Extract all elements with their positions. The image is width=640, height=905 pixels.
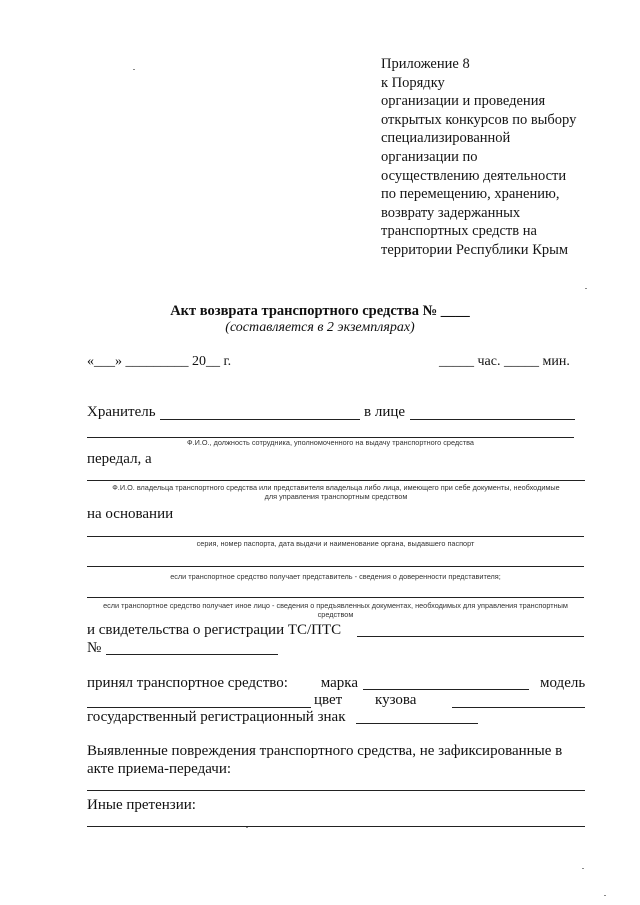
scan-speck	[246, 827, 248, 828]
appendix-line: открытых конкурсов по выбору	[381, 111, 577, 128]
appendix-line: территории Республики Крым	[381, 241, 569, 258]
appendix-line: Приложение 8	[381, 56, 470, 72]
proxy-blank[interactable]	[87, 566, 584, 567]
damage-text-1	[87, 743, 585, 760]
owner-hint-2: для управления транспортным средством	[264, 492, 408, 501]
body-label: кузова	[375, 692, 417, 708]
keeper-blank[interactable]	[160, 419, 360, 420]
claims-blank[interactable]	[87, 826, 585, 827]
basis-label: на основании	[87, 506, 174, 522]
appendix-line: возврату задержанных	[381, 204, 521, 221]
appendix-line: транспортных средств на	[381, 223, 537, 240]
appendix-line: организации и проведения	[381, 93, 546, 110]
model-blank[interactable]	[87, 707, 311, 708]
damage-line-2: акте приема-передачи:	[87, 761, 232, 777]
color-label: цвет	[314, 692, 343, 708]
time-field: _____ час. _____ мин.	[439, 354, 570, 369]
damage-line-1: Выявленные повреждения транспортного средства, не зафиксированные в	[87, 743, 563, 759]
in-person-label: в лице	[364, 404, 406, 420]
brand-label: марка	[320, 675, 358, 691]
model-label: модель	[540, 675, 586, 691]
registration-blank[interactable]	[357, 636, 584, 637]
document-title: Акт возврата транспортного средства № ____	[170, 303, 470, 319]
accepted-label	[87, 675, 358, 692]
claims-label: Иные претензии:	[87, 797, 196, 813]
passport-blank[interactable]	[87, 536, 584, 537]
damage-blank[interactable]	[87, 790, 585, 791]
scan-speck	[585, 288, 587, 289]
keeper-label: Хранитель	[87, 404, 156, 420]
document-subtitle: (составляется в 2 экземплярах)	[225, 320, 415, 335]
appendix-line: по перемещению, хранению,	[381, 186, 560, 203]
number-label: №	[87, 640, 102, 656]
handed-label: передал, а	[87, 451, 152, 467]
appendix-line: организации по	[381, 148, 478, 165]
body-color-blank[interactable]	[452, 707, 585, 708]
appendix-line: специализированной	[381, 130, 511, 147]
number-blank[interactable]	[106, 654, 278, 655]
plate-blank[interactable]	[356, 723, 478, 724]
brand-blank[interactable]	[363, 689, 529, 690]
appendix-line: к Порядку	[381, 74, 445, 91]
owner-hint-1: Ф.И.О. владельца транспортного средства или представителя владельца либо лица, имеющего при себе документы, необходимые	[112, 483, 560, 492]
proxy-hint: если транспортное средство получает представитель - сведения о доверенности представителя;	[170, 572, 501, 581]
plate-label: государственный регистрационный знак	[87, 709, 346, 725]
date-field: «___» _________ 20__ г.	[87, 354, 232, 369]
appendix-header	[381, 55, 576, 260]
scan-speck	[604, 895, 606, 896]
other-hint-1: если транспортное средство получает иное лицо - сведения о предъявленных документах, необходимых для управления транспортным	[103, 601, 568, 610]
appendix-line: осуществлению деятельности	[381, 167, 567, 184]
scan-speck	[582, 868, 584, 869]
registration-label: и свидетельства о регистрации ТС/ПТС	[87, 622, 342, 638]
passport-hint: серия, номер паспорта, дата выдачи и наименование органа, выдавшего паспорт	[196, 539, 475, 548]
other-docs-blank[interactable]	[87, 597, 584, 598]
person-blank[interactable]	[410, 419, 575, 420]
recipient-blank[interactable]	[87, 480, 585, 481]
keeper-hint: Ф.И.О., должность сотрудника, уполномоченного на выдачу транспортного средства	[187, 438, 474, 447]
other-hint-2: средством	[317, 610, 354, 619]
scan-speck	[133, 69, 135, 70]
accepted-text: принял транспортное средство:	[87, 675, 288, 691]
